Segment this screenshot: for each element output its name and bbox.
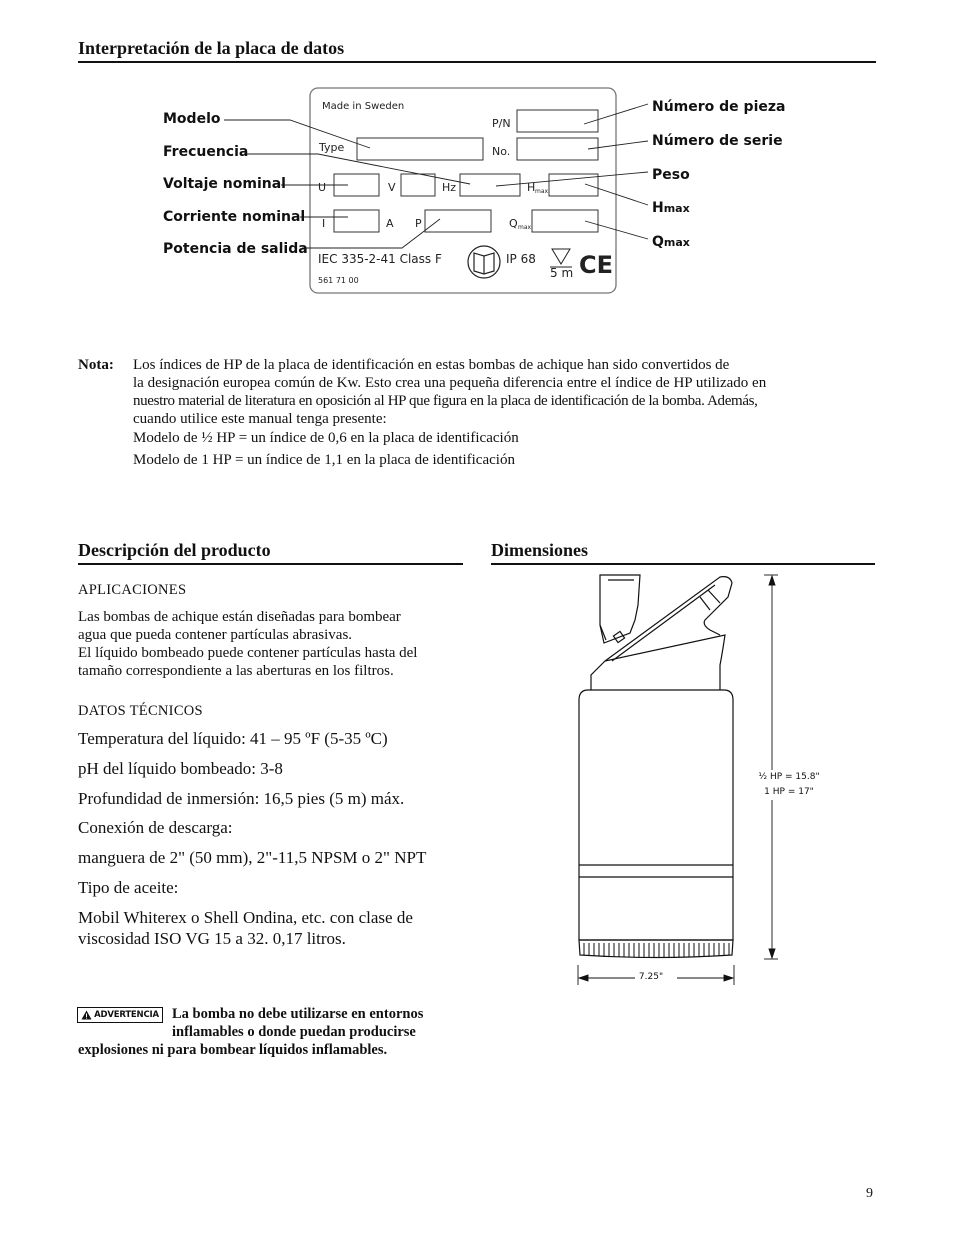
nameplate-diagram — [0, 0, 954, 320]
plate-p: P — [415, 217, 422, 230]
manual-book-icon — [468, 246, 500, 278]
pump-body — [579, 690, 733, 940]
width-dimension-label: 7.25" — [635, 972, 667, 982]
plate-q: Q — [509, 217, 518, 230]
qmax-field — [532, 210, 598, 232]
type-field — [357, 138, 483, 160]
plate-ip: IP 68 — [506, 252, 536, 266]
pump-discharge — [600, 575, 640, 643]
tech-item: pH del líquido bombeado: 3-8 — [78, 759, 283, 778]
label-potencia: Potencia de salida — [163, 241, 308, 257]
plate-a: A — [386, 217, 394, 230]
height-dimension-label: ½ HP = 15.8" 1 HP = 17" — [754, 770, 824, 800]
note-text — [133, 356, 853, 428]
label-frecuencia: Frecuencia — [163, 144, 249, 160]
plate-made-in: Made in Sweden — [322, 101, 405, 112]
pn-field — [517, 110, 598, 132]
note-label: Nota: — [78, 357, 114, 373]
note-line: la designación europea común de Kw. Esto crea una pequeña diferencia entre el índice de HP utilizado en — [133, 375, 767, 391]
warning-badge: ADVERTENCIA — [77, 1007, 163, 1023]
label-hmax: Hmax — [652, 200, 690, 216]
pump-top — [591, 635, 725, 690]
plate-type: Type — [319, 141, 345, 154]
label-peso: Peso — [652, 167, 690, 183]
tech-item: Profundidad de inmersión: 16,5 pies (5 m) máx. — [78, 789, 405, 808]
note-line: Los índices de HP de la placa de identificación en estas bombas de achique han sido convertidos de — [133, 357, 730, 373]
depth-triangle-icon — [550, 249, 572, 267]
warning-triangle-icon — [81, 1010, 92, 1020]
tech-item: Tipo de aceite: — [78, 878, 179, 897]
tech-item: Temperatura del líquido: 41 – 95 ºF (5-35 ºC) — [78, 729, 388, 748]
note-line: cuando utilice este manual tenga presente: — [133, 411, 387, 427]
i-field — [334, 210, 379, 232]
v-field — [401, 174, 435, 196]
warning-text-2: explosiones ni para bombear líquidos inflamables. — [78, 1042, 388, 1058]
dimensions-heading: Dimensiones — [491, 540, 589, 560]
p-field — [425, 210, 491, 232]
tech-item: Conexión de descarga: — [78, 818, 233, 837]
applications-heading: APLICACIONES — [78, 582, 187, 598]
product-heading-rule — [78, 563, 463, 565]
plate-pn: P/N — [492, 117, 511, 130]
tech-item: viscosidad ISO VG 15 a 32. 0,17 litros. — [78, 929, 346, 948]
label-numero-serie: Número de serie — [652, 133, 783, 149]
plate-u: U — [318, 181, 327, 194]
plate-i: I — [322, 217, 326, 230]
plate-no: No. — [492, 145, 511, 158]
plate-standard: IEC 335-2-41 Class F — [318, 252, 442, 266]
plate-h-sub: max — [535, 188, 549, 195]
applications-text: Las bombas de achique están diseñadas para bombear agua que pueda contener partículas abrasivas. El líquido bombeado puede contener partículas hasta del tamaño correspondiente a las aberturas en los filtros. — [78, 609, 418, 679]
note-model-one: Modelo de 1 HP = un índice de 1,1 en la placa de identificación — [133, 452, 515, 468]
pump-strainer — [579, 940, 733, 958]
label-modelo: Modelo — [163, 111, 221, 127]
page-number: 9 — [866, 1186, 873, 1201]
note-line: nuestro material de literatura en oposición al HP que figura en la placa de identificación de la bomba. Además, — [133, 393, 758, 409]
tech-item: manguera de 2" (50 mm), 2"-11,5 NPSM o 2" NPT — [78, 848, 427, 867]
note-model-half: Modelo de ½ HP = un índice de 0,6 en la placa de identificación — [133, 430, 519, 446]
label-numero-pieza: Número de pieza — [652, 99, 786, 115]
plate-v: V — [388, 181, 396, 194]
label-qmax: Qmax — [652, 234, 690, 250]
plate-hz: Hz — [442, 181, 457, 194]
product-heading: Descripción del producto — [78, 540, 271, 560]
plate-h: H — [527, 181, 536, 194]
ce-mark-icon: CE — [579, 251, 614, 279]
tech-item: Mobil Whiterex o Shell Ondina, etc. con clase de — [78, 908, 413, 927]
tech-heading: DATOS TÉCNICOS — [78, 703, 203, 719]
label-voltaje: Voltaje nominal — [163, 176, 286, 192]
label-corriente: Corriente nominal — [163, 209, 306, 225]
plate-depth: 5 m — [550, 266, 574, 280]
plate-q-sub: max — [518, 224, 532, 231]
plate-code: 561 71 00 — [318, 276, 359, 285]
nameplate-heading: Interpretación de la placa de datos — [78, 38, 345, 58]
serie-leader — [588, 141, 648, 149]
warning-text-1: La bomba no debe utilizarse en entornos inflamables o donde puedan producirse — [172, 1006, 424, 1040]
no-field — [517, 138, 598, 160]
